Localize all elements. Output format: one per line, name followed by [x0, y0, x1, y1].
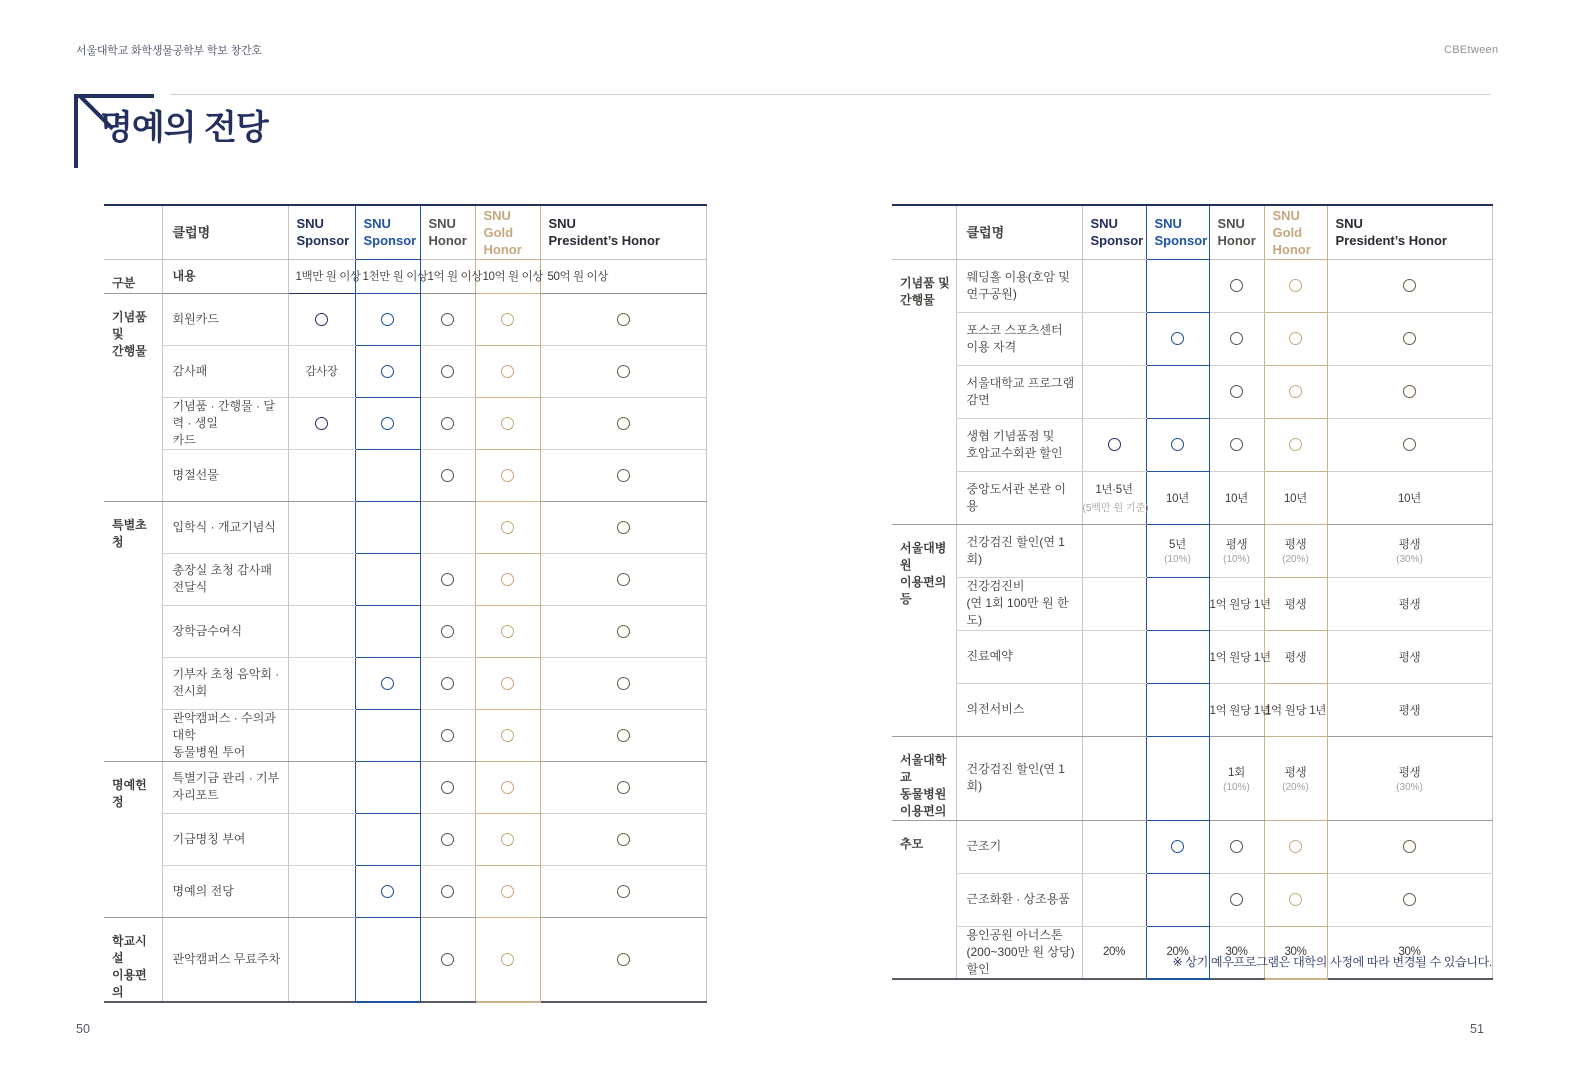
circle-marker-icon [501, 677, 514, 690]
benefit-value [1209, 820, 1264, 873]
benefit-name: 입학식 · 개교기념식 [162, 501, 288, 553]
benefit-name: 총장실 초청 감사패 전달식 [162, 553, 288, 605]
circle-marker-icon [1403, 279, 1416, 292]
circle-marker-icon [501, 729, 514, 742]
benefit-value [1146, 683, 1209, 736]
circle-marker-icon [441, 625, 454, 638]
benefit-value [1146, 736, 1209, 820]
benefit-name: 감사패 [162, 345, 288, 397]
benefit-value: 20% [1082, 926, 1146, 979]
circle-marker-icon [441, 729, 454, 742]
benefit-value: 1억 원당 1년 [1209, 577, 1264, 630]
table-row [892, 630, 1492, 683]
benefit-value [540, 397, 706, 449]
circle-marker-icon [617, 625, 630, 638]
circle-marker-icon [1289, 893, 1302, 906]
table-row [104, 553, 706, 605]
benefit-value [1082, 418, 1146, 471]
benefit-value: 5년 (10%) [1146, 524, 1209, 577]
benefit-value [540, 813, 706, 865]
table-row [104, 865, 706, 917]
column-header-snu-presidents-honor: SNU President’s Honor [540, 205, 706, 259]
table-row [892, 577, 1492, 630]
page-title: 명예의 전당 [100, 109, 268, 147]
benefit-value [420, 501, 475, 553]
circle-marker-icon [1230, 840, 1243, 853]
circle-marker-icon [1171, 840, 1184, 853]
benefit-value [288, 605, 355, 657]
benefit-value [288, 501, 355, 553]
circle-marker-icon [1403, 332, 1416, 345]
column-header-snu-gold-honor: SNU Gold Honor [475, 205, 540, 259]
benefit-value [475, 605, 540, 657]
circle-marker-icon [441, 781, 454, 794]
group-label: 학교시설 이용편의 [104, 917, 162, 1002]
column-header-snu-sponsor-1: SNU Sponsor [288, 205, 355, 259]
benefit-value [1146, 365, 1209, 418]
circle-marker-icon [441, 365, 454, 378]
benefit-value [1082, 312, 1146, 365]
subheader-cell: 1억 원 이상 [420, 259, 475, 293]
benefit-value [475, 761, 540, 813]
subheader-cell: 구분 [104, 259, 162, 293]
benefit-value [288, 657, 355, 709]
group-label: 서울대병원 이용편의 등 [892, 524, 956, 736]
column-header-snu-sponsor-1: SNU Sponsor [1082, 205, 1146, 259]
circle-marker-icon [617, 417, 630, 430]
circle-marker-icon [441, 469, 454, 482]
subheader-cell: 1백만 원 이상 [288, 259, 355, 293]
benefit-value [1146, 312, 1209, 365]
benefit-name: 의전서비스 [956, 683, 1082, 736]
benefit-value [540, 293, 706, 345]
circle-marker-icon [501, 365, 514, 378]
table-row [892, 471, 1492, 524]
subheader-cell: 50억 원 이상 [540, 259, 706, 293]
benefit-value [288, 397, 355, 449]
group-label: 명예헌정 [104, 761, 162, 917]
benefit-value [288, 293, 355, 345]
benefit-value [355, 553, 420, 605]
benefit-value: 평생 (10%) [1209, 524, 1264, 577]
column-header-snu-sponsor-2: SNU Sponsor [355, 205, 420, 259]
table-row [892, 524, 1492, 577]
table-row [892, 365, 1492, 418]
benefit-name: 기금명칭 부여 [162, 813, 288, 865]
benefit-value [1082, 820, 1146, 873]
circle-marker-icon [1108, 438, 1121, 451]
benefit-value [420, 761, 475, 813]
benefit-value [475, 397, 540, 449]
column-header-club-name: 클럽명 [956, 205, 1082, 259]
table-row [104, 709, 706, 761]
benefit-value [420, 657, 475, 709]
circle-marker-icon [381, 365, 394, 378]
benefit-value [1082, 630, 1146, 683]
circle-marker-icon [441, 677, 454, 690]
benefit-value [540, 501, 706, 553]
benefit-value [1082, 873, 1146, 926]
circle-marker-icon [1230, 279, 1243, 292]
benefit-name: 진료예약 [956, 630, 1082, 683]
benefit-value [1327, 873, 1492, 926]
benefit-value [1264, 312, 1327, 365]
circle-marker-icon [501, 625, 514, 638]
benefit-value [420, 709, 475, 761]
benefit-value: 10년 [1264, 471, 1327, 524]
benefit-name: 건강검진 할인(연 1회) [956, 524, 1082, 577]
benefit-name: 기부자 초청 음악회 · 전시회 [162, 657, 288, 709]
circle-marker-icon [617, 365, 630, 378]
benefit-value [1082, 683, 1146, 736]
table-row [104, 501, 706, 553]
table-row [892, 873, 1492, 926]
title-corner-bracket [74, 94, 78, 168]
benefit-value [420, 345, 475, 397]
circle-marker-icon [441, 885, 454, 898]
benefit-value: 평생 [1264, 577, 1327, 630]
benefit-name: 명예의 전당 [162, 865, 288, 917]
benefit-value [420, 917, 475, 1002]
benefit-value [355, 397, 420, 449]
circle-marker-icon [501, 469, 514, 482]
circle-marker-icon [1230, 893, 1243, 906]
benefit-name: 생협 기념품점 및 호암교수회관 할인 [956, 418, 1082, 471]
benefit-value [540, 605, 706, 657]
circle-marker-icon [1403, 840, 1416, 853]
circle-marker-icon [617, 885, 630, 898]
benefit-value [1209, 259, 1264, 312]
table-row [104, 397, 706, 449]
benefit-value [355, 865, 420, 917]
circle-marker-icon [1230, 438, 1243, 451]
benefit-value: 1회 (10%) [1209, 736, 1264, 820]
benefit-value [1264, 820, 1327, 873]
benefit-name: 중앙도서관 본관 이용 [956, 471, 1082, 524]
subheader-cell: 10억 원 이상 [475, 259, 540, 293]
circle-marker-icon [1289, 279, 1302, 292]
benefit-value [1327, 418, 1492, 471]
footnote: ※ 상기 예우프로그램은 대학의 사정에 따라 변경될 수 있습니다. [1172, 955, 1492, 969]
benefit-value [475, 813, 540, 865]
group-label: 특별초청 [104, 501, 162, 761]
benefit-value [420, 293, 475, 345]
benefit-value [1082, 524, 1146, 577]
table-row [104, 293, 706, 345]
benefit-value: 평생 [1264, 630, 1327, 683]
column-header-snu-sponsor-2: SNU Sponsor [1146, 205, 1209, 259]
benefit-name: 근조기 [956, 820, 1082, 873]
benefit-value: 평생 (30%) [1327, 524, 1492, 577]
benefit-value [1209, 312, 1264, 365]
benefit-value [1209, 418, 1264, 471]
benefit-value [540, 657, 706, 709]
circle-marker-icon [501, 953, 514, 966]
table-row [104, 813, 706, 865]
subheader-cell: 1천만 원 이상 [355, 259, 420, 293]
circle-marker-icon [441, 573, 454, 586]
benefit-value [355, 605, 420, 657]
benefit-value [420, 449, 475, 501]
benefit-name: 장학금수여식 [162, 605, 288, 657]
column-header-corner [104, 205, 162, 259]
table-row [104, 761, 706, 813]
table-row [104, 917, 706, 1002]
column-header-club-name: 클럽명 [162, 205, 288, 259]
table-row [892, 312, 1492, 365]
circle-marker-icon [1171, 332, 1184, 345]
benefit-value [475, 449, 540, 501]
table-row [892, 736, 1492, 820]
benefit-value [475, 709, 540, 761]
benefit-value [540, 709, 706, 761]
circle-marker-icon [1289, 840, 1302, 853]
benefit-value: 평생 [1327, 577, 1492, 630]
benefit-value [1327, 820, 1492, 873]
benefit-value [475, 345, 540, 397]
benefit-value [1327, 312, 1492, 365]
benefit-value [475, 865, 540, 917]
table-row [104, 345, 706, 397]
group-label: 기념품 및 간행물 [892, 259, 956, 524]
benefit-value [1146, 873, 1209, 926]
benefit-value [420, 865, 475, 917]
benefit-value [1082, 259, 1146, 312]
circle-marker-icon [381, 417, 394, 430]
running-head-right: CBEtween [1444, 44, 1499, 56]
benefit-name: 건강검진비 (연 1회 100만 원 한도) [956, 577, 1082, 630]
circle-marker-icon [441, 953, 454, 966]
benefit-value [288, 761, 355, 813]
benefit-value [355, 813, 420, 865]
benefit-name: 용인공원 아너스톤 (200~300만 원 상당) 할인 [956, 926, 1082, 979]
benefit-value [1146, 418, 1209, 471]
circle-marker-icon [501, 521, 514, 534]
circle-marker-icon [315, 417, 328, 430]
benefit-value: 30% [1264, 926, 1327, 979]
benefit-value [355, 345, 420, 397]
benefit-name: 근조화환 · 상조용품 [956, 873, 1082, 926]
benefit-value [355, 657, 420, 709]
benefit-value: 10년 [1146, 471, 1209, 524]
benefit-value [475, 917, 540, 1002]
benefit-value: 1년·5년 (5백만 원 기준) [1082, 471, 1146, 524]
circle-marker-icon [617, 729, 630, 742]
benefit-value [420, 605, 475, 657]
benefit-value [1146, 630, 1209, 683]
benefit-value [355, 293, 420, 345]
benefit-value [288, 917, 355, 1002]
benefit-name: 건강검진 할인(연 1회) [956, 736, 1082, 820]
circle-marker-icon [501, 781, 514, 794]
circle-marker-icon [617, 677, 630, 690]
running-head-left: 서울대학교 화학생물공학부 학보 창간호 [76, 45, 262, 57]
benefit-value [475, 553, 540, 605]
table-row [892, 820, 1492, 873]
circle-marker-icon [441, 313, 454, 326]
benefit-value [540, 449, 706, 501]
benefit-value [1327, 365, 1492, 418]
column-header-snu-presidents-honor: SNU President’s Honor [1327, 205, 1492, 259]
circle-marker-icon [1289, 438, 1302, 451]
benefit-value: 감사장 [288, 345, 355, 397]
benefits-table-right [892, 204, 1493, 980]
circle-marker-icon [441, 833, 454, 846]
benefit-value: 평생 [1327, 683, 1492, 736]
benefit-name: 회원카드 [162, 293, 288, 345]
circle-marker-icon [1230, 332, 1243, 345]
circle-marker-icon [315, 313, 328, 326]
column-header-snu-honor: SNU Honor [1209, 205, 1264, 259]
circle-marker-icon [501, 885, 514, 898]
benefit-value: 평생 (30%) [1327, 736, 1492, 820]
group-label: 기념품 및 간행물 [104, 293, 162, 501]
benefit-value: 10년 [1327, 471, 1492, 524]
benefits-table-left [104, 204, 707, 1003]
benefit-value: 평생 (20%) [1264, 736, 1327, 820]
benefit-value [540, 761, 706, 813]
benefit-value [288, 709, 355, 761]
benefit-value [420, 553, 475, 605]
group-label: 서울대학교 동물병원 이용편의 [892, 736, 956, 820]
circle-marker-icon [501, 417, 514, 430]
table-row [104, 449, 706, 501]
circle-marker-icon [617, 313, 630, 326]
circle-marker-icon [1403, 438, 1416, 451]
circle-marker-icon [617, 953, 630, 966]
benefit-name: 명절선물 [162, 449, 288, 501]
benefit-value: 1억 원당 1년 [1209, 683, 1264, 736]
circle-marker-icon [501, 833, 514, 846]
benefit-value [1327, 259, 1492, 312]
benefit-value [1082, 365, 1146, 418]
benefit-value [1082, 577, 1146, 630]
benefit-value [540, 345, 706, 397]
benefit-value [420, 397, 475, 449]
benefit-value [475, 293, 540, 345]
circle-marker-icon [1230, 385, 1243, 398]
benefit-value: 10년 [1209, 471, 1264, 524]
circle-marker-icon [617, 833, 630, 846]
subheader-cell: 내용 [162, 259, 288, 293]
benefit-value [1209, 873, 1264, 926]
benefit-value [475, 501, 540, 553]
column-header-corner [892, 205, 956, 259]
benefit-value: 1억 원당 1년 [1209, 630, 1264, 683]
circle-marker-icon [617, 573, 630, 586]
benefit-name: 기념품 · 간행물 · 달력 · 생일 카드 [162, 397, 288, 449]
circle-marker-icon [381, 677, 394, 690]
benefit-name: 웨딩홀 이용(호암 및 연구공원) [956, 259, 1082, 312]
benefit-value [1264, 365, 1327, 418]
table-row [104, 605, 706, 657]
benefit-value: 30% [1327, 926, 1492, 979]
benefit-value: 1억 원당 1년 [1264, 683, 1327, 736]
benefit-value [1146, 820, 1209, 873]
benefit-value [1082, 736, 1146, 820]
benefit-value [355, 501, 420, 553]
benefit-value [288, 865, 355, 917]
circle-marker-icon [1403, 385, 1416, 398]
circle-marker-icon [1171, 438, 1184, 451]
benefit-value [1146, 259, 1209, 312]
page-number-right: 51 [1470, 1022, 1484, 1036]
table-row [892, 418, 1492, 471]
benefit-value [288, 813, 355, 865]
circle-marker-icon [617, 781, 630, 794]
benefit-value [475, 657, 540, 709]
benefit-value [355, 761, 420, 813]
benefit-value [1264, 873, 1327, 926]
circle-marker-icon [441, 417, 454, 430]
circle-marker-icon [617, 521, 630, 534]
benefit-name: 관악캠퍼스 무료주차 [162, 917, 288, 1002]
benefit-value [355, 449, 420, 501]
title-rule [170, 94, 1490, 95]
benefit-value [540, 553, 706, 605]
table-row [104, 657, 706, 709]
title-corner-bracket [74, 94, 154, 98]
column-header-snu-honor: SNU Honor [420, 205, 475, 259]
benefit-value [1264, 259, 1327, 312]
benefit-value [355, 917, 420, 1002]
circle-marker-icon [617, 469, 630, 482]
circle-marker-icon [501, 573, 514, 586]
benefit-name: 서울대학교 프로그램 감면 [956, 365, 1082, 418]
benefit-name: 특별기금 관리 · 기부자리포트 [162, 761, 288, 813]
benefit-value [288, 449, 355, 501]
group-label: 추모 [892, 820, 956, 979]
circle-marker-icon [1289, 332, 1302, 345]
benefit-name: 포스코 스포츠센터 이용 자격 [956, 312, 1082, 365]
circle-marker-icon [1289, 385, 1302, 398]
benefit-value [540, 865, 706, 917]
benefit-value: 평생 [1327, 630, 1492, 683]
benefit-value [355, 709, 420, 761]
page-number-left: 50 [76, 1022, 90, 1036]
circle-marker-icon [381, 313, 394, 326]
benefit-value: 평생 (20%) [1264, 524, 1327, 577]
benefit-name: 관악캠퍼스 · 수의과대학 동물병원 투어 [162, 709, 288, 761]
benefit-value: 30% [1209, 926, 1264, 979]
benefit-value [1264, 418, 1327, 471]
table-row [892, 259, 1492, 312]
circle-marker-icon [501, 313, 514, 326]
circle-marker-icon [1403, 893, 1416, 906]
circle-marker-icon [381, 885, 394, 898]
benefit-value [420, 813, 475, 865]
benefit-value: 20% [1146, 926, 1209, 979]
benefit-value [540, 917, 706, 1002]
benefit-value [1146, 577, 1209, 630]
column-header-snu-gold-honor: SNU Gold Honor [1264, 205, 1327, 259]
benefit-value [288, 553, 355, 605]
benefit-value [1209, 365, 1264, 418]
table-row [892, 683, 1492, 736]
